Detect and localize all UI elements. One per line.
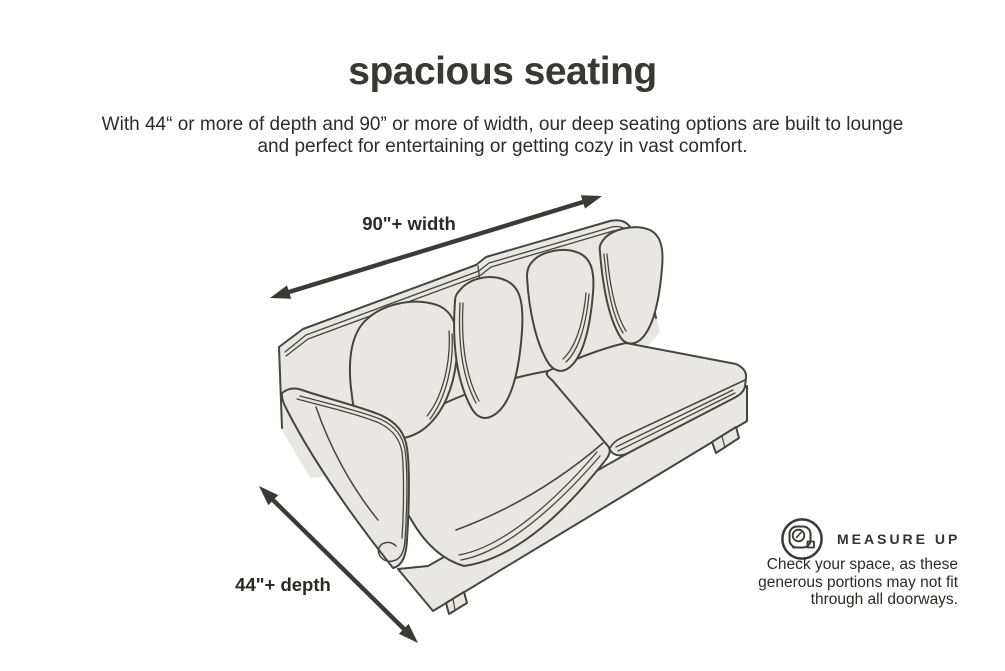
measure-note-line-3: through all doorways. xyxy=(810,591,958,609)
measure-note-line-2: generous portions may not fit xyxy=(758,573,958,591)
measure-up-heading: MEASURE UP xyxy=(837,531,961,547)
width-label: 90"+ width xyxy=(362,213,456,234)
arrowhead xyxy=(581,195,602,208)
measure-note-line-1: Check your space, as these xyxy=(766,556,958,573)
subtitle-line-2: and perfect for entertaining or getting cozy in vast comfort. xyxy=(257,136,748,157)
tape-measure-icon xyxy=(780,517,824,561)
subtitle-line-1: With 44“ or more of depth and 90” or more of width, our deep seating options are built to lounge xyxy=(101,114,904,135)
depth-label: 44"+ depth xyxy=(235,574,331,595)
measure-up-note xyxy=(698,556,958,609)
sofa-illustration xyxy=(279,220,747,614)
arrowhead xyxy=(270,285,291,298)
page-title: spacious seating xyxy=(348,50,657,93)
